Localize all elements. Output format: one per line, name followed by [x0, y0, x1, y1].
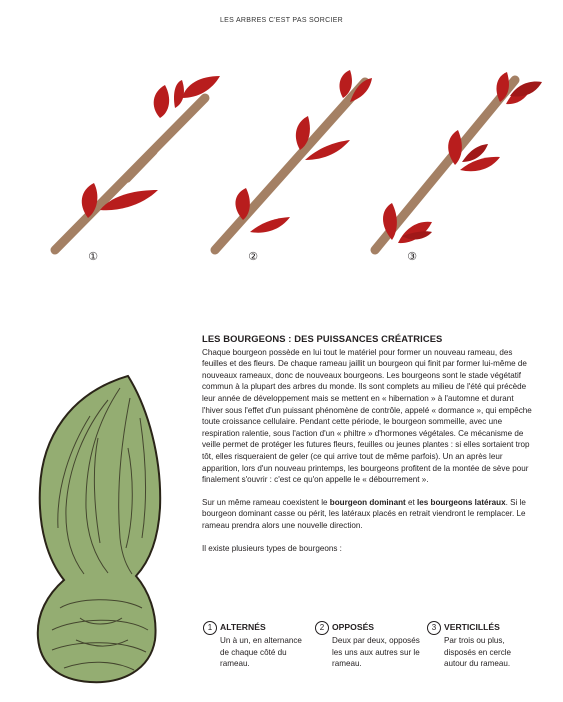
bud-type-description: Un à un, en alternance de chaque côté du rameau. — [220, 636, 302, 669]
article-paragraph-1: Chaque bourgeon possède en lui tout le matériel pour former un nouveau rameau, des feuilles et des fleurs. De chaque rameau jaillit un bourgeon qui finit par former lui-même de nouveaux rameaux, donc de nouveaux bourgeons. Les bourgeons sont le stade végétatif commun à la plupart des arbres du monde. Ils sont complets au milieu de l'été qui précède leur année de développement mais se mettent en « hibernation » à l'automne et durant l'hiver sous l'effet d'un puissant phénomène de contrôle, appelé « dormance », qui empêche toute croissance cellulaire. Pendant cette période, le bourgeon sommeille, avec une respiration ralentie, sous l'action d'un « philtre » d'hormones végétales. Ce mécanisme de veille permet de protéger les futures fleurs, feuilles ou jeunes plantes : si elles sortaient trop tôt, elles risqueraient de geler (ce qui arrive tout de même parfois). Un an après leur apparition, lors d'un nouveau printemps, les bourgeons profitent de la montée de sève pour finalement s'ouvrir : c'est ce qu'on appelle le « débourrement ». — [202, 347, 532, 485]
bud-type-number: 1 — [203, 621, 217, 635]
term-dominant-bud: bourgeon dominant — [329, 497, 406, 507]
bud-type-title: OPPOSÉS — [332, 622, 375, 632]
bud-cross-section-illustration — [30, 368, 170, 688]
article-paragraph-3: Il existe plusieurs types de bourgeons : — [202, 543, 342, 553]
article-paragraph-2: Sur un même rameau coexistent le bourgeon dominant et les bourgeons latéraux. Si le bourgeon dominant casse ou périt, les latéraux placés en retrait viendront le remplacer. Le rameau prendra alors une nouvelle direction. — [202, 497, 526, 530]
bud-type-number: 3 — [427, 621, 441, 635]
figure-label-2: ② — [248, 250, 258, 263]
article — [202, 333, 532, 565]
bud-arrangement-illustrations — [0, 55, 563, 270]
branch-figure-whorled — [375, 72, 542, 250]
figure-label-1: ① — [88, 250, 98, 263]
branch-figure-alternate — [55, 76, 220, 250]
figure-label-3: ③ — [407, 250, 417, 263]
term-lateral-buds: les bourgeons latéraux — [417, 497, 506, 507]
running-head: LES ARBRES C'EST PAS SORCIER — [219, 17, 344, 24]
bud-type-number: 2 — [315, 621, 329, 635]
bud-type-description: Par trois ou plus, disposés en cercle autour du rameau. — [444, 636, 512, 669]
bud-type-title: ALTERNÉS — [220, 622, 266, 632]
bud-type-description: Deux par deux, opposés les uns aux autres sur le rameau. — [332, 636, 420, 669]
bud-type-title: VERTICILLÉS — [444, 622, 500, 632]
article-title: LES BOURGEONS : DES PUISSANCES CRÉATRICES — [202, 333, 443, 344]
branch-figure-opposite — [215, 70, 372, 250]
